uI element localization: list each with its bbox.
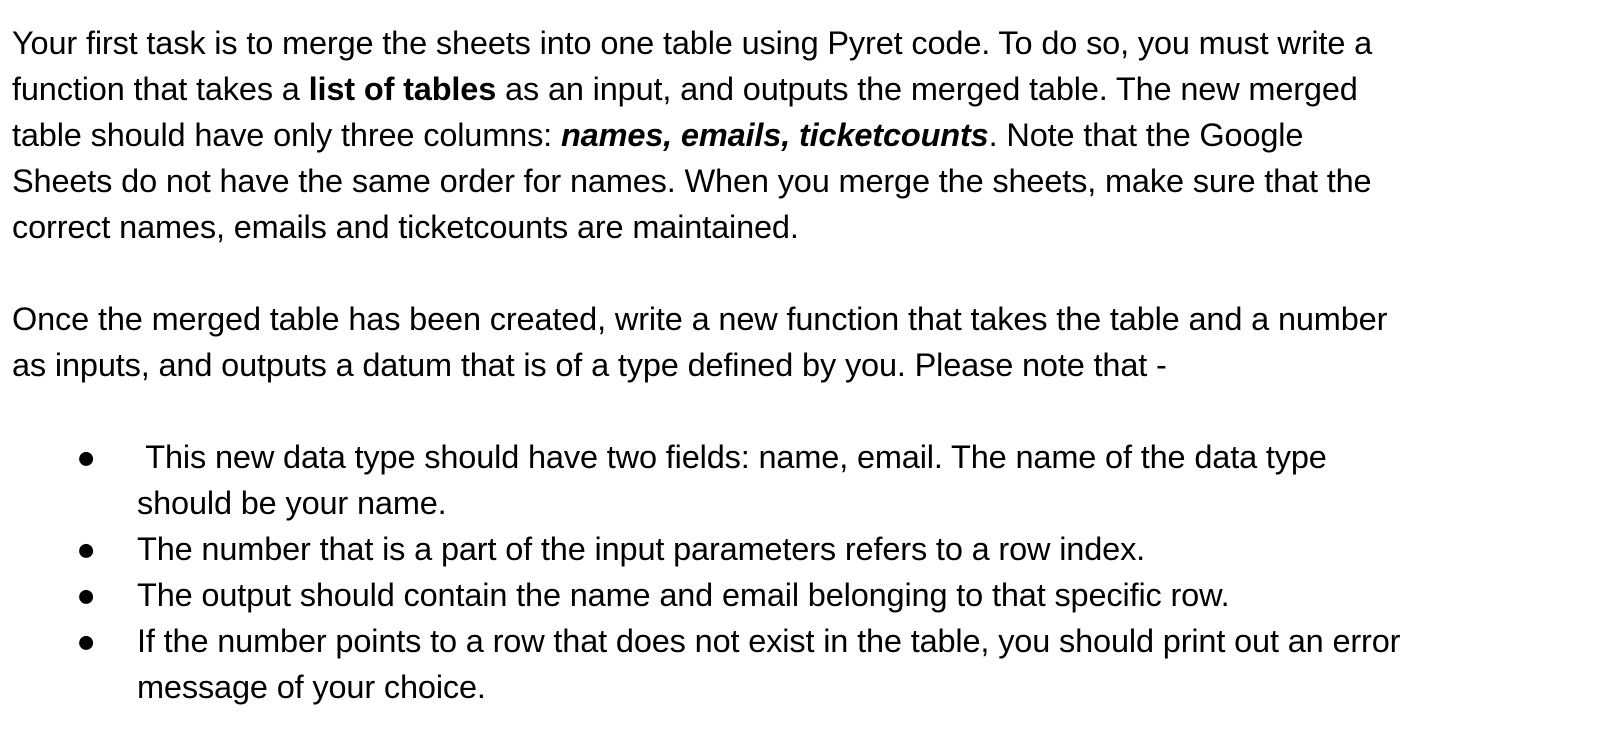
text-run: . Note that the Google — [988, 117, 1304, 153]
bullet-icon: ● — [76, 577, 96, 613]
text-run: as an input, and outputs the merged table. The new merged — [496, 71, 1358, 107]
text-line: Once the merged table has been created, write a new function that takes the table and a number — [12, 301, 1388, 337]
text-line: The output should contain the name and email belonging to that specific row. — [137, 577, 1230, 613]
text-line: If the number points to a row that does not exist in the table, you should print out an error — [137, 623, 1401, 659]
text-run: table should have only three columns: — [12, 117, 561, 153]
list-item — [12, 526, 1592, 572]
paragraph-spacer — [12, 388, 1592, 434]
text-line: correct names, emails and ticketcounts are maintained. — [12, 209, 799, 245]
requirements-list — [12, 434, 1592, 710]
bullet-icon: ● — [76, 439, 96, 475]
list-item — [12, 434, 1592, 526]
list-item — [12, 618, 1592, 710]
paragraph-spacer — [12, 250, 1592, 296]
text-line: Your first task is to merge the sheets into one table using Pyret code. To do so, you must write a — [12, 25, 1373, 61]
text-line — [12, 66, 1592, 112]
text-line: as inputs, and outputs a datum that is of a type defined by you. Please note that - — [12, 347, 1167, 383]
paragraph-merge-task — [12, 20, 1592, 250]
text-line: Sheets do not have the same order for names. When you merge the sheets, make sure that the — [12, 163, 1372, 199]
bold-text: list of tables — [308, 71, 497, 107]
bullet-icon: ● — [76, 623, 96, 659]
document-body — [12, 20, 1592, 710]
text-line — [12, 112, 1592, 158]
text-line: The number that is a part of the input parameters refers to a row index. — [137, 531, 1146, 567]
text-line: should be your name. — [137, 485, 447, 521]
list-item — [12, 572, 1592, 618]
paragraph-datum-task — [12, 296, 1592, 388]
bold-italic-text: names, emails, ticketcounts — [560, 117, 989, 153]
bullet-icon: ● — [76, 531, 96, 567]
text-run: function that takes a — [12, 71, 309, 107]
text-line: message of your choice. — [137, 669, 486, 705]
text-line: This new data type should have two fields: name, email. The name of the data type — [137, 439, 1327, 475]
